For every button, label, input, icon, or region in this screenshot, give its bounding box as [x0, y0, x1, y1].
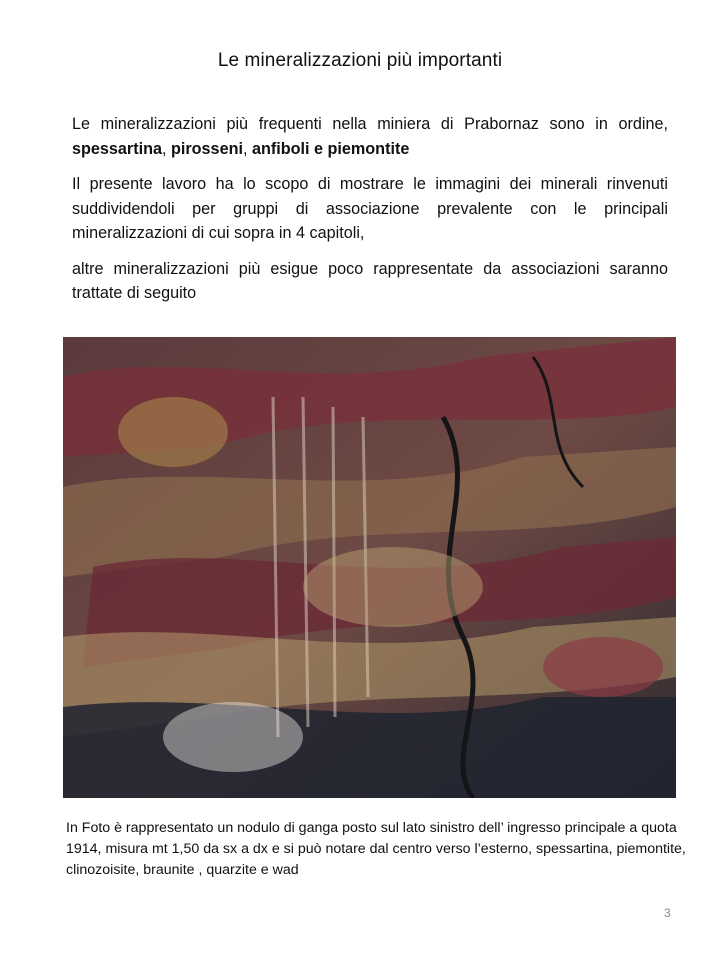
mineral-spessartina: spessartina	[72, 139, 162, 158]
rock-photo	[63, 337, 676, 798]
page-number: 3	[664, 906, 671, 920]
rock-photo-illustration	[63, 337, 676, 798]
body-text	[72, 112, 668, 317]
mineral-anfiboli: anfiboli	[251, 139, 310, 158]
mineral-anfiboli-piemontite	[252, 140, 409, 158]
paragraph-purpose: Il presente lavoro ha lo scopo di mostrare le immagini dei minerali rinvenuti suddividendoli per gruppi di associazione prevalente con le principali mineralizzazioni di cui sopra in 4 capitoli,	[72, 175, 668, 242]
paragraph-other: altre mineralizzazioni più esigue poco rappresentate da associazioni saranno trattate di seguito	[72, 259, 668, 302]
separator: ,	[242, 139, 252, 158]
photo-caption: In Foto è rappresentato un nodulo di ganga posto sul lato sinistro dell’ ingresso principale a quota 1914, misura mt 1,50 da sx a dx e si può notare dal centro verso l’esterno, spessartina, piemontite, clinozoisite, braunite , quarzite e wad	[66, 820, 686, 878]
separator: ,	[161, 139, 171, 158]
separator: e	[309, 139, 328, 158]
paragraph-mineral-list	[72, 112, 668, 161]
paragraph-1-text: Le mineralizzazioni più frequenti nella miniera di Prabornaz sono in ordine,	[72, 115, 668, 133]
mineral-piemontite: piemontite	[327, 139, 410, 158]
page-title: Le mineralizzazioni più importanti	[217, 50, 503, 71]
mineral-pirosseni: pirosseni	[170, 139, 243, 158]
